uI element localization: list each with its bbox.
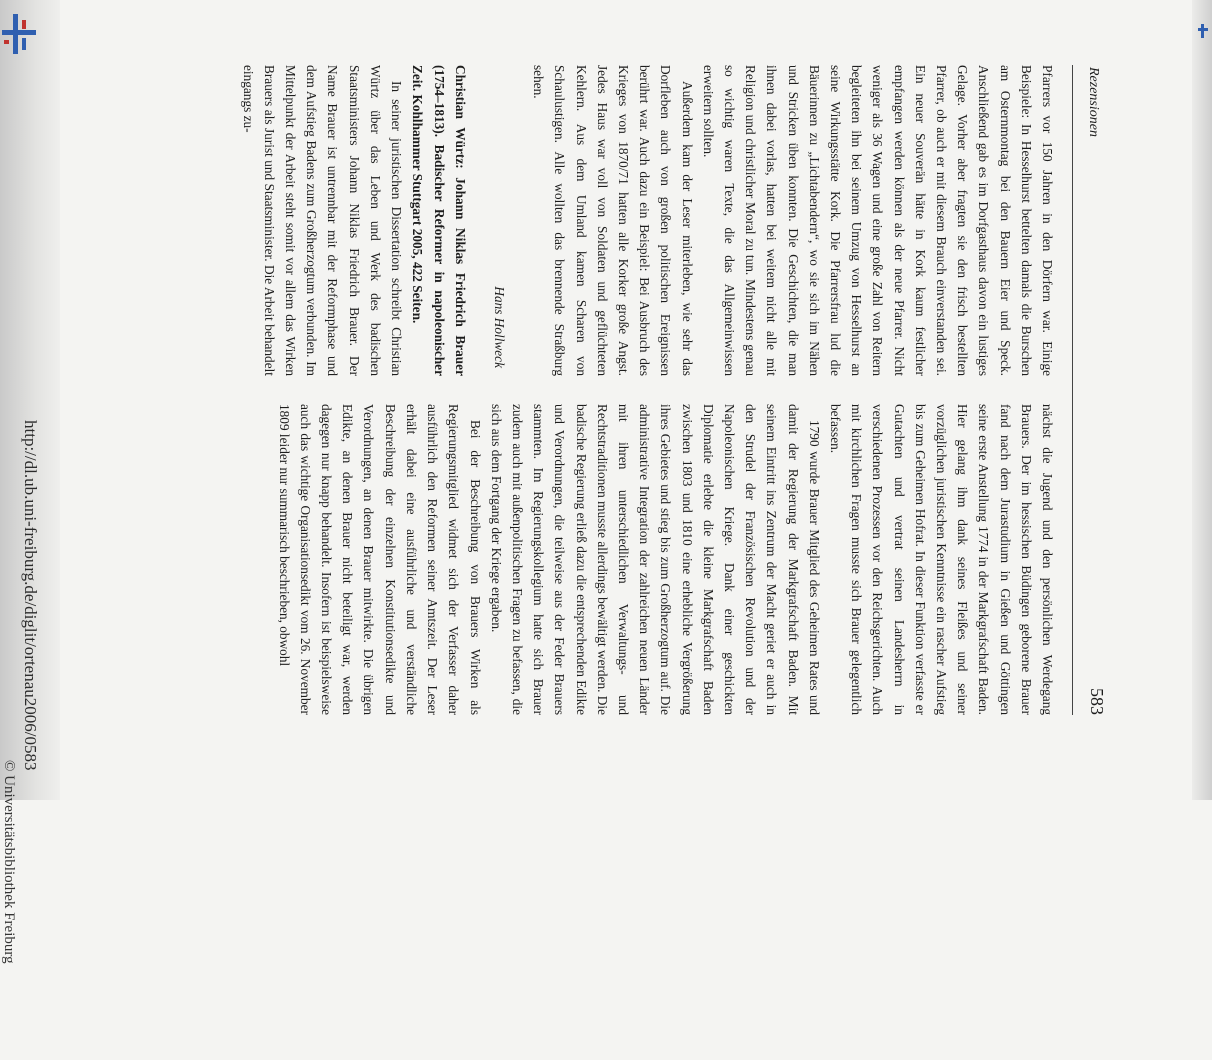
paragraph: In seiner juristischen Dissertation schreibt Christian Würtz über das Leben und Werk des badischen Staatsministers Johann Niklas Friedrich Brauer. Der Name Brauer ist untrennbar mit der Reformphase und dem Aufstieg Badens zum Großherzogtum verbunden. Im Mittelpunkt der Arbeit steht somit vor allem das Wirken Brauers als Jurist und Staatsminister. Die Arbeit behandelt eingangs zu- [240,65,405,376]
running-title: Rezensionen [1086,67,1101,137]
scanner-margin-right [1192,0,1212,800]
scanned-page [101,65,1107,715]
paragraph: Bei der Beschreibung von Brauers Wirken als Regierungsmitglied widmet sich der Verfasser daher ausführlich den Reformen seiner Amtszeit. Der Leser erhält dabei eine ausführliche und verständliche Beschreibung der einzelnen Konstitutionsedikte und Verordnungen, an denen Brauer mitwirkte. Die übrigen Edikte, an denen Brauer nicht beteiligt war, werden dagegen nur knapp behandelt. Insofern ist beispielsweise auch das wichtige Organisationsedikt vom 26. November 1809 leider nur summarisch beschrieben, obwohl [276,404,483,715]
page-header [1072,65,1107,715]
copyright-text: © Universitätsbibliothek Freiburg [1,760,17,964]
library-logo-icon [2,14,36,54]
page-number: 583 [1087,688,1107,715]
paragraph: Pfarrers vor 150 Jahren in den Dörfern war. Einige Beispiele: In Hesselhurst bettelten damals die Burschen am Osternmontag bei den Bauern Eier und Speck. Anschließend gab es im Dorfgasthaus davon ein lustiges Gelage. Vorher aber fragten sie den frisch bestellten Pfarrer, ob auch er mit diesem Brauch einverstanden sei. Ein neuer Souverän hätte in Kork kaum festlicher empfangen werden können als der neue Pfarrer. Nicht weniger als 36 Wagen und eine große Zahl von Reitern begleiteten ihn bei seinem Umzug von Hesselhurst an seine Wirkungsstätte Kork. Die Pfarrersfrau lud die Bäuerinnen zu „Lichtabendern“, wo sie sich im Nähen und Stricken üben konnten. Die Geschichten, die man ihnen dabei vorlas, hatten bei weitem nicht alle mit Religion und christlicher Moral zu tun. Mindestens genau so wichtig waren Texte, die das Allgemeinwissen erweitern sollten. [700,65,1055,376]
paragraph: Außerdem kam der Leser miterleben, wie sehr das Dorfleben auch von großen politischen Ereignissen berührt war. Auch dazu ein Beispiel: Bei Ausbruch des Krieges von 1870/71 hatten alle Korker große Angst. Jedes Haus war voll von Soldaten und geflüchteten Kehlern. Aus dem Umland kamen Scharen von Schaulustigen. Alle wollten das brennende Straßburg sehen. [531,65,695,376]
review-signature: Hans Hollweck [491,286,507,368]
paragraph: 1790 wurde Brauer Mitglied des Geheimen Rates und damit der Regierung der Markgrafschaft Baden. Mit seinem Eintritt ins Zentrum der Macht geriet er auch in den Strudel der Französischen Revolution und der Napoleonischen Kriege. Dank einer geschickten Diplomatie erlebte die kleine Markgrafschaft Baden zwischen 1803 und 1810 eine erhebliche Vergrößerung ihres Gebietes und stieg bis zum Großherzogtum auf. Die administrative Integration der zahlreichen neuen Länder mit ihren unterschiedlichen Verwaltungs- und Rechtstraditionen musste allerdings bewältigt werden. Die badische Regierung erließ dazu die entsprechenden Edikte und Verordnungen, die teilweise aus der Feder Brauers stammten. Im Regierungskollegium hatte sich Brauer zudem auch mit außenpolitischen Fragen zu befassen, die sich aus dem Fortgang der Kriege ergaben. [488,404,822,715]
source-url[interactable] [18,420,42,800]
source-url-text: http://dl.ub.uni-freiburg.de/diglit/ortenau2006/0583 [21,420,40,771]
copyright-notice [0,760,18,964]
paragraph: nächst die Jugend und den persönlichen Werdegang Brauers. Der im hessischen Büdingen geborene Brauer fand nach dem Jurastudium in Gießen und Göttingen seine erste Anstellung 1774 in der Markgrafschaft Baden. Hier gelang ihm dank seines Fleißes und seiner vorzüglichen juristischen Kenntnisse ein rascher Aufstieg bis zum Geheimen Hofrat. In dieser Funktion verfasste er Gutachten und vertrat seinen Landesherrn in verschiedenen Prozessen vor den Reichsgerichten. Auch mit kirchlichen Fragen musste sich Brauer gelegentlich befassen. [827,404,1055,715]
review-heading: Christian Würtz: Johann Niklas Friedrich Brauer (1754–1813). Badischer Reformer in napoleonischer Zeit. Kohlhammer Stuttgart 2005, 422 Seiten. [410,65,468,376]
column-left [237,65,1058,376]
text-columns [237,65,1058,715]
library-logo-fragment-icon [1198,24,1208,38]
column-right [237,404,1058,715]
